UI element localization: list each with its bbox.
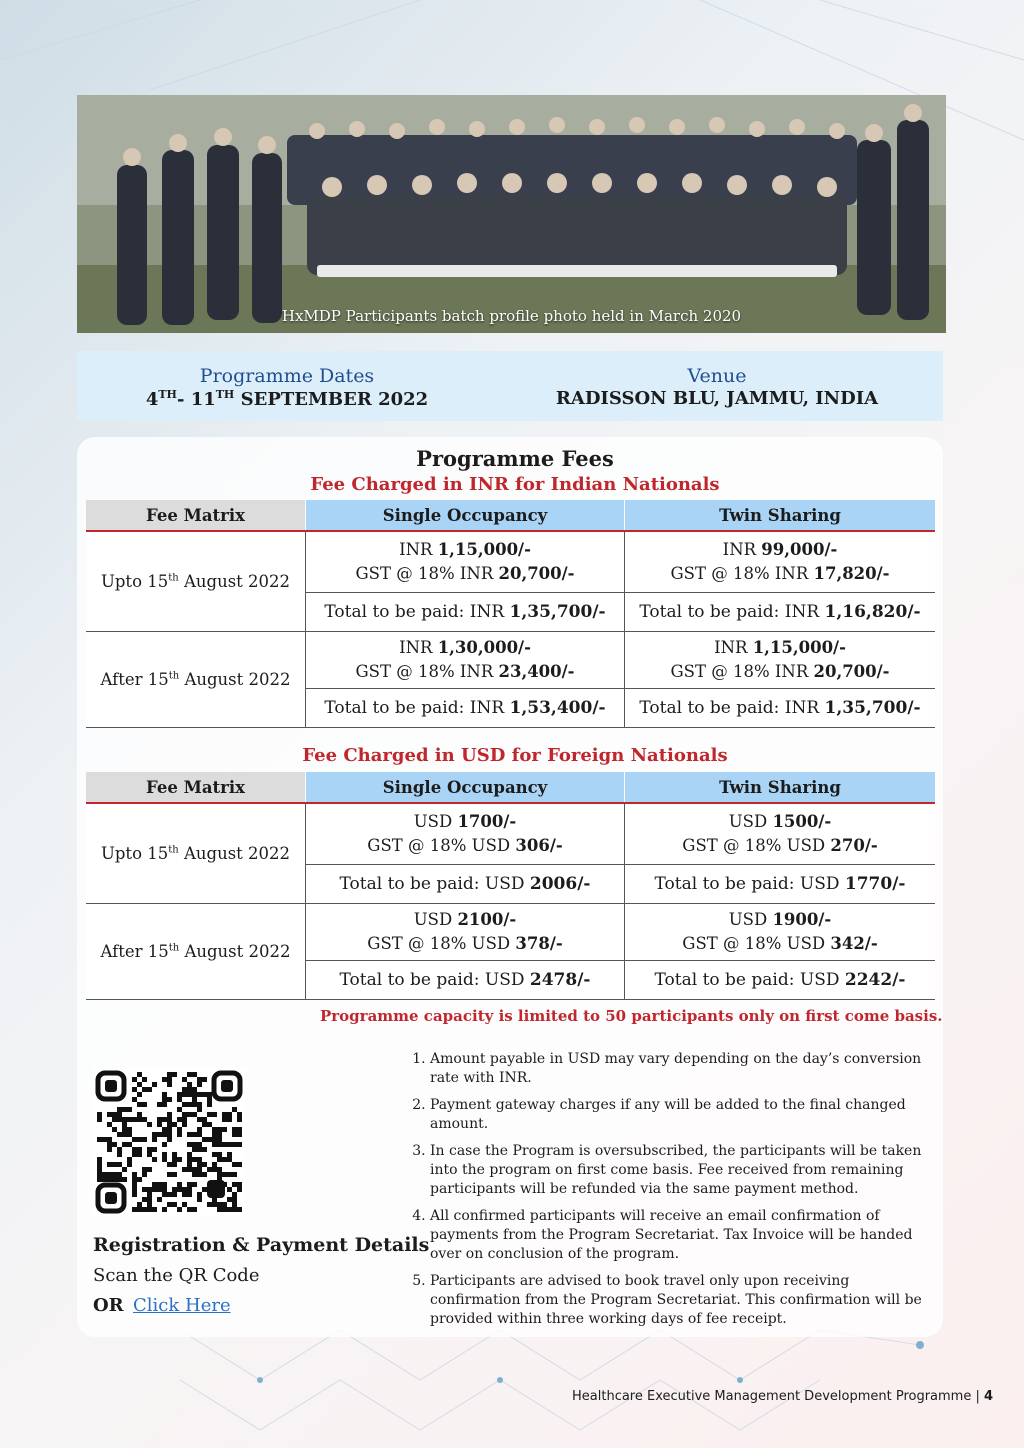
single-fee-detail: INR 1,30,000/- GST @ 18% INR 23,400/- <box>306 632 625 689</box>
twin-fee-total: Total to be paid: USD 2242/- <box>625 961 936 1000</box>
twin-fee-total: Total to be paid: INR 1,35,700/- <box>625 689 936 728</box>
list-item: 1. Amount payable in USD may vary depending on the day’s conversion rate with INR. <box>430 1050 940 1088</box>
fees-title: Programme Fees <box>416 446 614 471</box>
group-photo-illustration <box>77 95 946 333</box>
header-twin-sharing: Twin Sharing <box>625 772 936 803</box>
inr-fee-title: Fee Charged in INR for Indian Nationals <box>310 474 720 495</box>
single-fee-detail: USD 2100/- GST @ 18% USD 378/- <box>306 904 625 961</box>
header-single-occupancy: Single Occupancy <box>306 772 625 803</box>
single-fee-total: Total to be paid: USD 2478/- <box>306 961 625 1000</box>
table-row <box>86 803 935 865</box>
registration-qr-code[interactable] <box>93 1068 245 1216</box>
twin-fee-total: Total to be paid: INR 1,16,820/- <box>625 593 936 632</box>
fee-period: After 15th August 2022 <box>86 904 306 1000</box>
single-fee-total: Total to be paid: INR 1,53,400/- <box>306 689 625 728</box>
list-item: 4. All confirmed participants will receive an email confirmation of payments from the Program Secretariat. Tax Invoice will be handed over on conclusion of the program. <box>430 1207 940 1264</box>
single-fee-detail: USD 1700/- GST @ 18% USD 306/- <box>306 803 625 865</box>
programme-dates-value: 4TH- 11TH SEPTEMBER 2022 <box>145 388 429 410</box>
twin-fee-detail: INR 99,000/- GST @ 18% INR 17,820/- <box>625 531 936 593</box>
group-photo <box>77 95 946 333</box>
qr-code-graphic <box>93 1068 245 1216</box>
scan-qr-text: Scan the QR Code <box>93 1265 260 1286</box>
list-item: 5. Participants are advised to book travel only upon receiving confirmation from the Program Secretariat. This confirmation will be provided within three working days of fee receipt. <box>430 1272 940 1329</box>
usd-fee-table <box>86 772 935 1000</box>
inr-fee-table <box>86 500 935 728</box>
usd-fee-title: Fee Charged in USD for Foreign Nationals <box>302 745 728 766</box>
venue-label: Venue <box>687 365 747 387</box>
twin-fee-detail: USD 1500/- GST @ 18% USD 270/- <box>625 803 936 865</box>
fee-period: Upto 15th August 2022 <box>86 531 306 632</box>
table-row <box>86 904 935 961</box>
venue-value: RADISSON BLU, JAMMU, INDIA <box>555 388 879 409</box>
list-item: 2. Payment gateway charges if any will be added to the final changed amount. <box>430 1096 940 1134</box>
fee-period: Upto 15th August 2022 <box>86 803 306 904</box>
page-footer: Healthcare Executive Management Development Programme | 4 <box>572 1389 994 1404</box>
twin-fee-detail: USD 1900/- GST @ 18% USD 342/- <box>625 904 936 961</box>
photo-caption: HxMDP Participants batch profile photo held in March 2020 <box>281 307 742 325</box>
fee-notes-list <box>412 1050 940 1337</box>
or-text: OR <box>93 1295 124 1316</box>
programme-dates-venue-band <box>77 351 943 421</box>
programme-dates <box>117 365 457 410</box>
table-row <box>86 531 935 593</box>
venue <box>537 365 897 409</box>
twin-fee-total: Total to be paid: USD 1770/- <box>625 865 936 904</box>
click-here-link[interactable]: Click Here <box>133 1295 231 1316</box>
table-row <box>86 632 935 689</box>
single-fee-total: Total to be paid: INR 1,35,700/- <box>306 593 625 632</box>
header-fee-matrix: Fee Matrix <box>86 772 306 803</box>
single-fee-total: Total to be paid: USD 2006/- <box>306 865 625 904</box>
registration-title: Registration & Payment Details <box>93 1234 430 1256</box>
fee-period: After 15th August 2022 <box>86 632 306 728</box>
header-twin-sharing: Twin Sharing <box>625 500 936 531</box>
header-fee-matrix: Fee Matrix <box>86 500 306 531</box>
programme-dates-label: Programme Dates <box>199 365 375 387</box>
list-item: 3. In case the Program is oversubscribed, the participants will be taken into the program on first come basis. Fee received from remaining participants will be refunded via the same payment method. <box>430 1142 940 1199</box>
single-fee-detail: INR 1,15,000/- GST @ 18% INR 20,700/- <box>306 531 625 593</box>
twin-fee-detail: INR 1,15,000/- GST @ 18% INR 20,700/- <box>625 632 936 689</box>
header-single-occupancy: Single Occupancy <box>306 500 625 531</box>
capacity-note: Programme capacity is limited to 50 participants only on first come basis. <box>320 1007 943 1025</box>
page-number: 4 <box>984 1389 994 1404</box>
